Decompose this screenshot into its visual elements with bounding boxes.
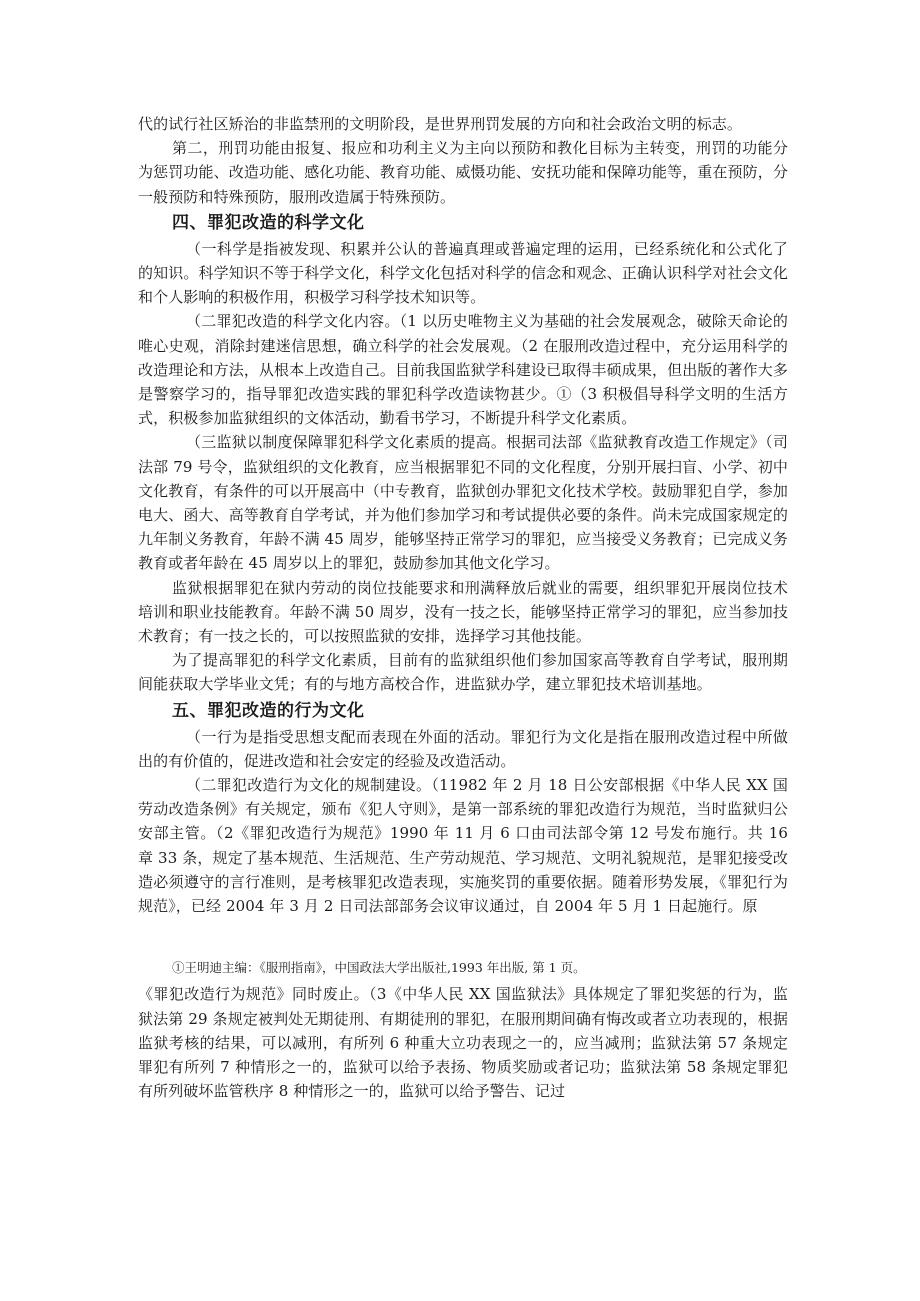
- paragraph-science-system: （三监狱以制度保障罪犯科学文化素质的提高。根据司法部《监狱教育改造工作规定》（司法部 79 号令，监狱组织的文化教育，应当根据罪犯不同的文化程度，分别开展扫盲、小学、初中文化教育，有条件的可以开展高中（中专教育，监狱创办罪犯文化技术学校。鼓励罪犯自学，参加电大、函大、高等教育自学考试，并为他们参加学习和考试提供必要的条件。尚未完成国家规定的九年制义务教育，年龄不满 45 周岁，能够坚持正常学习的罪犯，应当接受义务教育；已完成义务教育或者年龄在 45 周岁以上的罪犯，鼓励参加其他文化学习。: [138, 433, 788, 573]
- section-heading-behavior-culture: 五、罪犯改造的行为文化: [172, 700, 365, 721]
- paragraph-behavior-definition: （一行为是指受思想支配而表现在外面的活动。罪犯行为文化是指在服刑改造过程中所做出的有价值的，促进改造和社会安定的经验及改造活动。: [138, 727, 788, 770]
- paragraph-intro-continuation: 代的试行社区矫治的非监禁刑的文明阶段，是世界刑罚发展的方向和社会政治文明的标志。: [138, 115, 743, 133]
- paragraph-science-content: （二罪犯改造的科学文化内容。（1 以历史唯物主义为基础的社会发展观念，破除天命论的唯心史观，消除封建迷信思想，确立科学的社会发展观。（2 在服刑改造过程中，充分运用科学的改造理论和方法，从根本上改造自己。目前我国监狱学科建设已取得丰硕成果，但出版的著作大多是警察学习的，指导罪犯改造实践的罪犯科学改造读物甚少。①（3 积极倡导科学文明的生活方式，积极参加监狱组织的文体活动，勤看书学习，不断提升科学文化素质。: [138, 312, 788, 428]
- paragraph-penalty-function: 第二，刑罚功能由报复、报应和功利主义为主向以预防和教化目标为主转变，刑罚的功能分为惩罚功能、改造功能、感化功能、教育功能、威慑功能、安抚功能和保障功能等，重在预防，分一般预防和特殊预防，服刑改造属于特殊预防。: [138, 139, 788, 206]
- footnote-spacer: [138, 918, 788, 958]
- paragraph-science-definition: （一科学是指被发现、积累并公认的普遍真理或普遍定理的运用，已经系统化和公式化了的知识。科学知识不等于科学文化，科学文化包括对科学的信念和观念、正确认识科学对社会文化和个人影响的积极作用，积极学习科学技术知识等。: [138, 239, 788, 307]
- paragraph-continuation: 《罪犯改造行为规范》同时废止。（3《中华人民 XX 国监狱法》具体规定了罪犯奖惩的行为，监狱法第 29 条规定被判处无期徒刑、有期徒刑的罪犯，在服刑期间确有悔改或者立功表现的，根据监狱考核的结果，可以减刑，有所列 6 种重大立功表现之一的，应当减刑；监狱法第 57 条规定罪犯有所列 7 种情形之一的，监狱可以给予表扬、物质奖励或者记功；监狱法第 58 条规定罪犯有所列破坏监管秩序 8 种情形之一的，监狱可以给予警告、记过: [138, 985, 788, 1101]
- paragraph-behavior-regulation: （二罪犯改造行为文化的规制建设。（11982 年 2 月 18 日公安部根据《中华人民 XX 国劳动改造条例》有关规定，颁布《犯人守则》，是第一部系统的罪犯改造行为规范，当时监狱归公安部主管。（2《罪犯改造行为规范》1990 年 11 月 6 口由司法部令第 12 号发布施行。共 16 章 33 条，规定了基本规范、生活规范、生产劳动规范、学习规范、文明礼貌规范，是罪犯接受改造必须遵守的言行准则，是考核罪犯改造表现，实施奖罚的重要依据。随着形势发展，《罪犯行为规范》，已经 2004 年 3 月 2 日司法部部务会议审议通过，自 2004 年 5 月 1 日起施行。原: [138, 776, 788, 916]
- paragraph-self-study-exam: 为了提高罪犯的科学文化素质，目前有的监狱组织他们参加国家高等教育自学考试，服刑期间能获取大学毕业文凭；有的与地方高校合作，进监狱办学，建立罪犯技术培训基地。: [138, 651, 788, 694]
- footnote: ①王明迪主编：《服刑指南》，中国政法大学出版社,1993 年出版, 第 1 页。: [172, 960, 586, 976]
- section-heading-science-culture: 四、罪犯改造的科学文化: [172, 212, 365, 233]
- paragraph-skill-training: 监狱根据罪犯在狱内劳动的岗位技能要求和刑满释放后就业的需要，组织罪犯开展岗位技术培训和职业技能教育。年龄不满 50 周岁，没有一技之长，能够坚持正常学习的罪犯，应当参加技术教育；有一技之长的，可以按照监狱的安排，选择学习其他技能。: [138, 578, 788, 646]
- document-page: [138, 112, 788, 1103]
